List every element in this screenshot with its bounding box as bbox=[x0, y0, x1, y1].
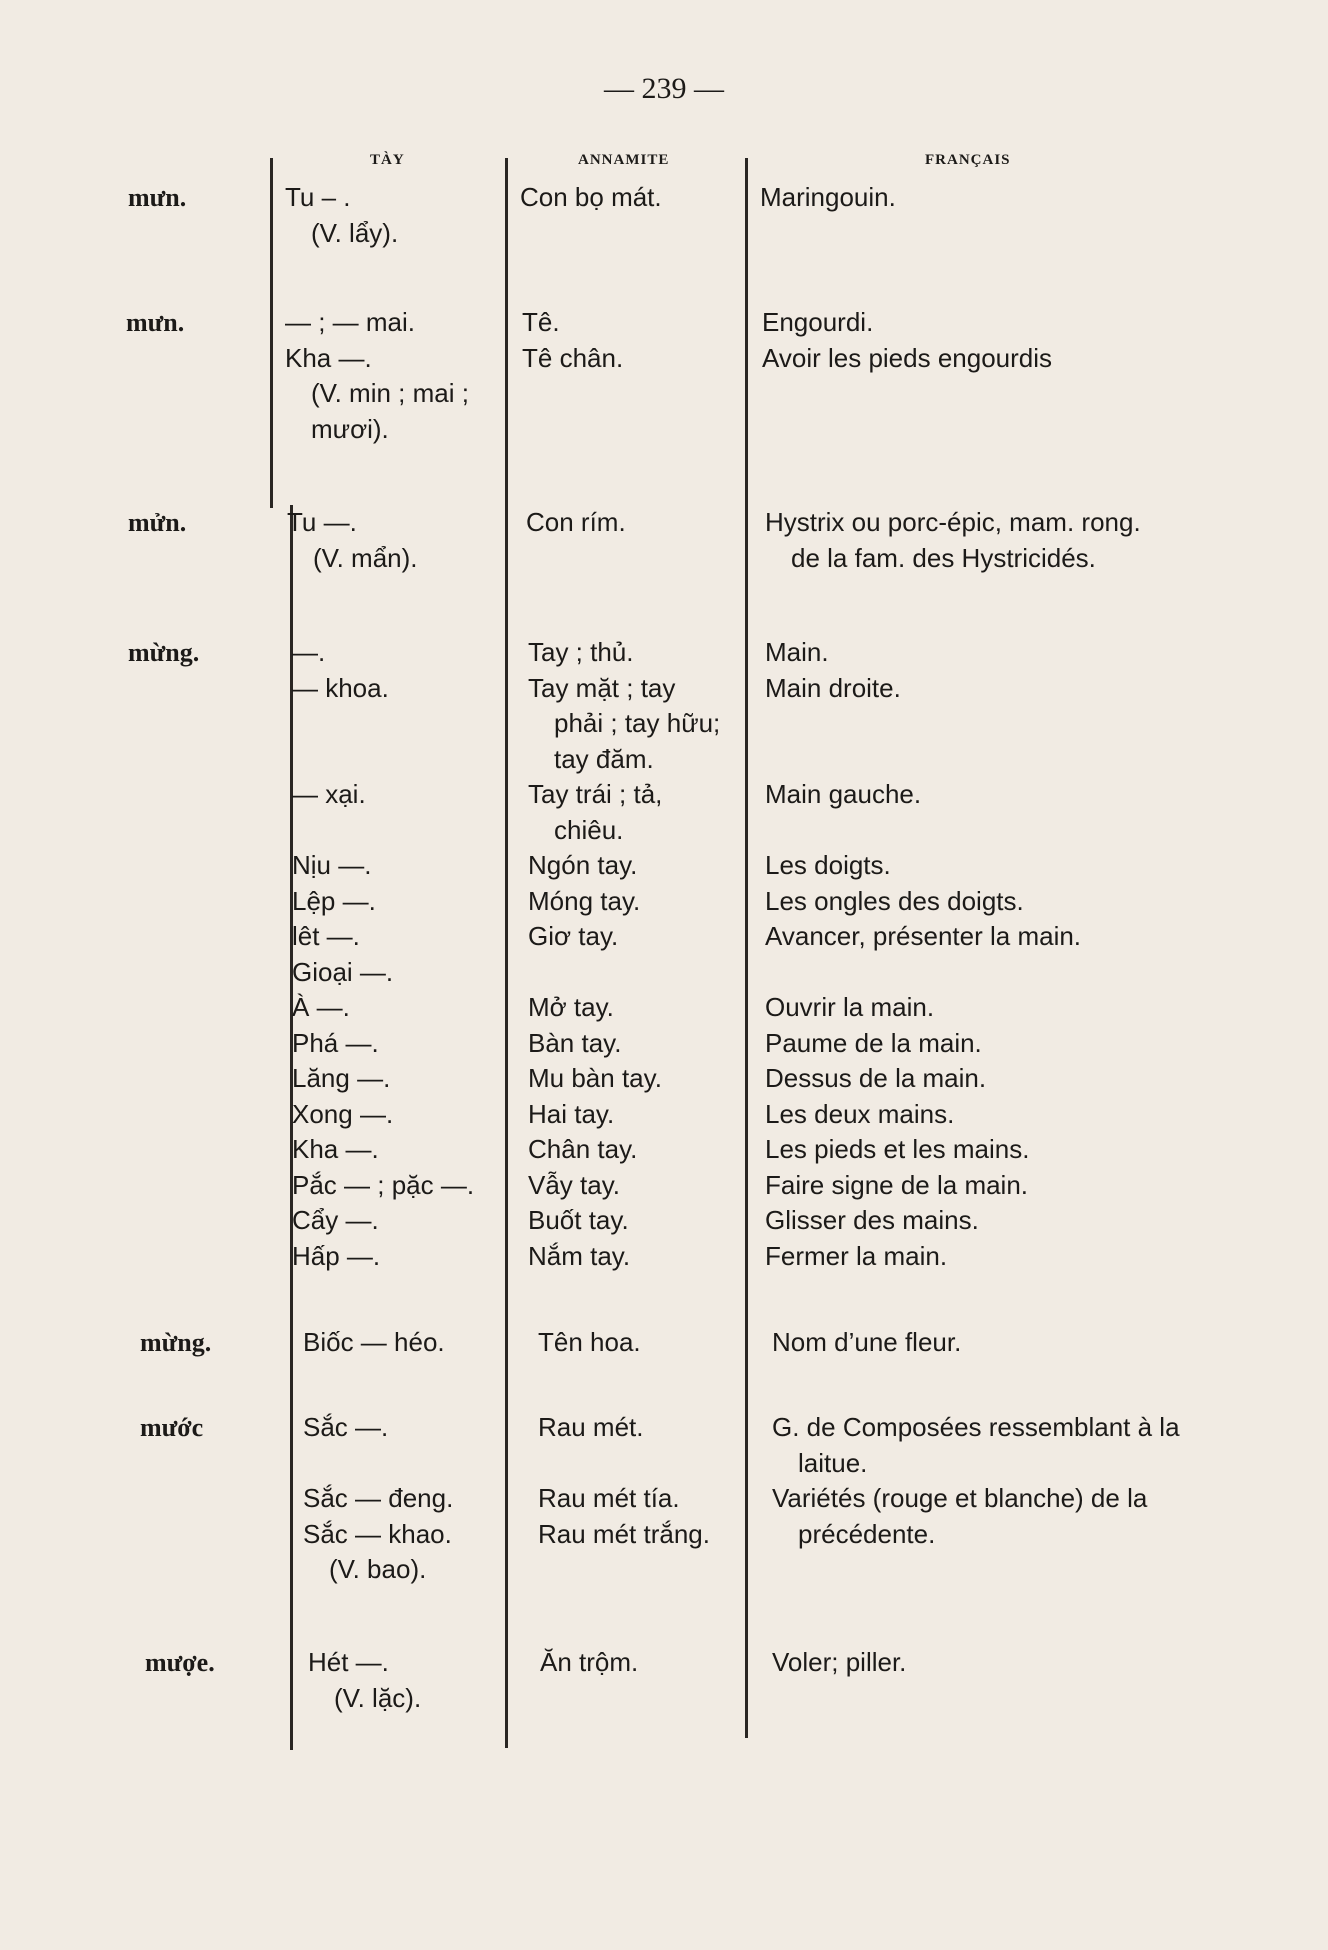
tay-cell: Biốc — héo. bbox=[303, 1327, 445, 1357]
tay-cell: (V. bao). bbox=[329, 1554, 427, 1584]
annamite-cell: Con rím. bbox=[526, 507, 626, 537]
annamite-cell: phải ; tay hữu; bbox=[554, 708, 721, 738]
headword: mước bbox=[140, 1413, 204, 1442]
tay-cell: — ; — mai. bbox=[285, 307, 416, 337]
annamite-cell: Ngón tay. bbox=[528, 850, 638, 880]
annamite-cell: Tê chân. bbox=[522, 342, 624, 373]
francais-cell: Faire signe de la main. bbox=[765, 1169, 1029, 1200]
tay-cell: Cẩy —. bbox=[292, 1205, 379, 1235]
tay-cell: (V. lặc). bbox=[334, 1682, 422, 1713]
tay-cell: — xại. bbox=[292, 779, 366, 809]
francais-cell: Main gauche. bbox=[765, 779, 922, 809]
tay-cell: (V. min ; mai ; bbox=[311, 378, 469, 408]
headword: mừng. bbox=[140, 1328, 212, 1357]
annamite-cell: Bàn tay. bbox=[528, 1027, 622, 1058]
annamite-cell: Con bọ mát. bbox=[520, 182, 662, 212]
francais-cell: Variétés (rouge et blanche) de la bbox=[772, 1483, 1148, 1513]
tay-cell: Sắc — đeng. bbox=[303, 1483, 454, 1513]
francais-cell: Hystrix ou porc-épic, mam. rong. bbox=[765, 507, 1141, 537]
page-number: — 239 — bbox=[604, 72, 724, 105]
annamite-cell: Tay trái ; tả, bbox=[528, 779, 663, 809]
headword: mượe. bbox=[145, 1648, 215, 1677]
francais-cell: Fermer la main. bbox=[765, 1240, 948, 1271]
tay-cell: Sắc — khao. bbox=[303, 1518, 452, 1549]
annamite-cell: Mở tay. bbox=[528, 992, 614, 1022]
francais-cell: Engourdi. bbox=[762, 307, 874, 337]
annamite-cell: Buốt tay. bbox=[528, 1205, 629, 1235]
francais-cell: Avoir les pieds engourdis bbox=[762, 342, 1053, 373]
francais-cell: Dessus de la main. bbox=[765, 1063, 987, 1093]
column-rule-3 bbox=[745, 158, 748, 1738]
francais-cell: Maringouin. bbox=[760, 182, 896, 212]
annamite-cell: Tay ; thủ. bbox=[528, 637, 634, 667]
francais-cell: Les ongles des doigts. bbox=[765, 885, 1024, 916]
francais-cell: Les deux mains. bbox=[765, 1098, 955, 1129]
francais-cell: de la fam. des Hystricidés. bbox=[791, 542, 1096, 573]
annamite-cell: Mu bàn tay. bbox=[528, 1063, 662, 1093]
tay-cell: Lệp —. bbox=[292, 885, 376, 916]
tay-cell: Kha —. bbox=[285, 342, 372, 373]
annamite-cell: Rau mét tía. bbox=[538, 1483, 680, 1513]
francais-cell: Main droite. bbox=[765, 672, 901, 703]
annamite-cell: Chân tay. bbox=[528, 1134, 638, 1164]
francais-cell: Voler; piller. bbox=[772, 1647, 907, 1677]
annamite-cell: Nắm tay. bbox=[528, 1240, 631, 1271]
tay-cell: Hấp —. bbox=[292, 1240, 381, 1271]
annamite-cell: Tay mặt ; tay bbox=[528, 672, 676, 703]
francais-cell: Les doigts. bbox=[765, 850, 891, 880]
annamite-cell: Hai tay. bbox=[528, 1098, 615, 1129]
annamite-cell: Ăn trộm. bbox=[540, 1647, 639, 1677]
tay-cell: Tu – . bbox=[285, 182, 351, 212]
tay-cell: (V. mẩn). bbox=[313, 542, 418, 573]
annamite-cell: Giơ tay. bbox=[528, 921, 619, 951]
tay-cell: Phá —. bbox=[292, 1027, 379, 1058]
tay-cell: Xong —. bbox=[292, 1098, 394, 1129]
annamite-cell: tay đăm. bbox=[554, 743, 654, 774]
tay-cell: Hét —. bbox=[308, 1647, 389, 1677]
francais-cell: Les pieds et les mains. bbox=[765, 1134, 1030, 1164]
tay-cell: Kha —. bbox=[292, 1134, 379, 1164]
francais-cell: Paume de la main. bbox=[765, 1027, 982, 1058]
tay-cell: (V. lẩy). bbox=[311, 217, 399, 248]
column-rule-1a bbox=[270, 158, 273, 508]
tay-cell: — khoa. bbox=[292, 672, 389, 703]
tay-cell: —. bbox=[292, 637, 326, 667]
annamite-cell: chiêu. bbox=[554, 814, 624, 845]
tay-cell: Tu —. bbox=[287, 507, 357, 537]
column-header-francais: FRANÇAIS bbox=[925, 152, 1011, 168]
francais-cell: Glisser des mains. bbox=[765, 1205, 979, 1235]
tay-cell: À —. bbox=[292, 992, 350, 1022]
tay-cell: Lăng —. bbox=[292, 1063, 391, 1093]
francais-cell: Ouvrir la main. bbox=[765, 992, 935, 1022]
annamite-cell: Vẫy tay. bbox=[528, 1169, 621, 1200]
tay-cell: Gioại —. bbox=[292, 956, 394, 987]
headword: mửn. bbox=[128, 508, 187, 537]
francais-cell: précédente. bbox=[798, 1518, 936, 1549]
francais-cell: Main. bbox=[765, 637, 829, 667]
headword: mưn. bbox=[128, 183, 187, 212]
tay-cell: lêt —. bbox=[292, 921, 360, 951]
francais-cell: Avancer, présenter la main. bbox=[765, 921, 1082, 951]
tay-cell: Pắc — ; pặc —. bbox=[292, 1169, 475, 1200]
francais-cell: G. de Composées ressemblant à la bbox=[772, 1412, 1180, 1442]
tay-cell: Nịu —. bbox=[292, 850, 372, 880]
annamite-cell: Rau mét. bbox=[538, 1412, 644, 1442]
francais-cell: laitue. bbox=[798, 1447, 868, 1478]
annamite-cell: Tê. bbox=[522, 307, 560, 337]
headword: mừng. bbox=[128, 638, 200, 667]
column-header-annamite: ANNAMITE bbox=[578, 152, 670, 168]
tay-cell: mươi). bbox=[311, 413, 389, 444]
annamite-cell: Rau mét trắng. bbox=[538, 1518, 710, 1549]
headword: mưn. bbox=[126, 308, 185, 337]
annamite-cell: Tên hoa. bbox=[538, 1327, 641, 1357]
tay-cell: Sắc —. bbox=[303, 1412, 389, 1442]
column-rule-2 bbox=[505, 158, 508, 1748]
francais-cell: Nom d’une fleur. bbox=[772, 1327, 962, 1357]
annamite-cell: Móng tay. bbox=[528, 885, 641, 916]
column-header-tay: TÀY bbox=[370, 152, 405, 168]
